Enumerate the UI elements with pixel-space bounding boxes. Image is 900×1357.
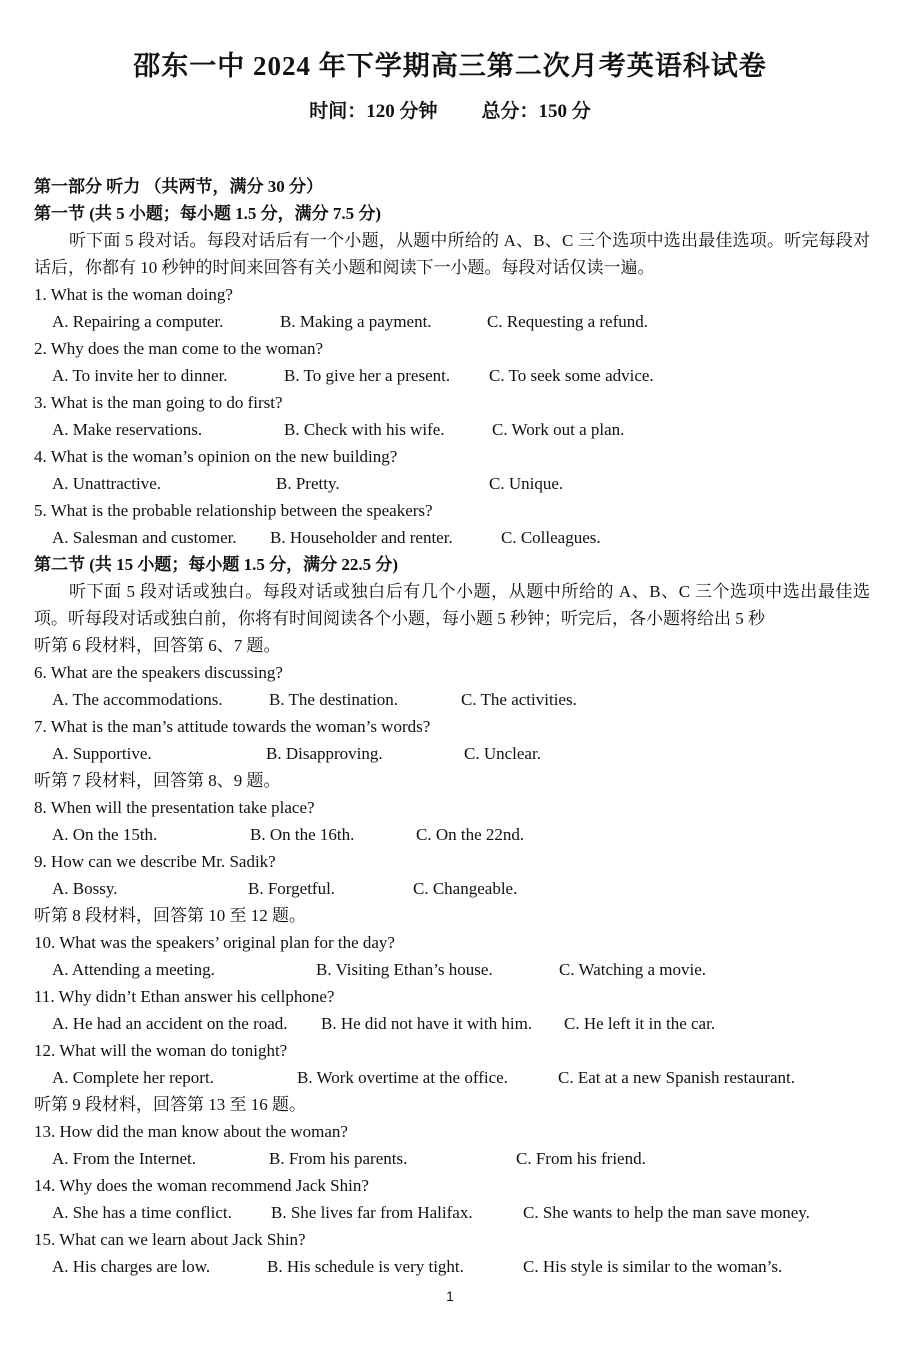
question-4: 4. What is the woman’s opinion on the new building? bbox=[34, 447, 398, 466]
option-c: C. On the 22nd. bbox=[416, 825, 525, 844]
question-10: 10. What was the speakers’ original plan for the day? bbox=[34, 933, 395, 952]
option-b: B. On the 16th. bbox=[250, 825, 355, 844]
options-9 bbox=[34, 875, 870, 902]
page-number: 1 bbox=[446, 1288, 454, 1304]
option-a: A. From the Internet. bbox=[52, 1149, 196, 1168]
options-8 bbox=[34, 821, 870, 848]
option-a: A. To invite her to dinner. bbox=[52, 366, 228, 385]
options-3 bbox=[34, 416, 870, 443]
exam-subtitle bbox=[0, 96, 900, 123]
option-c: C. Changeable. bbox=[413, 879, 518, 898]
question-13: 13. How did the man know about the woman? bbox=[34, 1122, 348, 1141]
option-b: B. Work overtime at the office. bbox=[297, 1068, 508, 1087]
option-c: C. Unique. bbox=[489, 474, 564, 493]
option-a: A. She has a time conflict. bbox=[52, 1203, 232, 1222]
section1-heading: 第一节 (共 5 小题；每小题 1.5 分，满分 7.5 分) bbox=[34, 204, 382, 223]
option-b: B. From his parents. bbox=[269, 1149, 408, 1168]
option-b: B. The destination. bbox=[269, 690, 399, 709]
options-2 bbox=[34, 362, 870, 389]
exam-content bbox=[34, 173, 870, 1280]
options-14 bbox=[34, 1199, 870, 1226]
material-note-7: 听第 7 段材料，回答第 8、9 题。 bbox=[34, 771, 281, 790]
total-score: 总分：150 分 bbox=[481, 101, 591, 122]
option-a: A. Make reservations. bbox=[52, 420, 203, 439]
option-a: A. Salesman and customer. bbox=[52, 528, 237, 547]
option-a: A. Attending a meeting. bbox=[52, 960, 215, 979]
option-b: B. Check with his wife. bbox=[284, 420, 445, 439]
option-a: A. Supportive. bbox=[52, 744, 152, 763]
question-6: 6. What are the speakers discussing? bbox=[34, 663, 283, 682]
time-limit: 时间：120 分钟 bbox=[309, 101, 438, 122]
option-a: A. On the 15th. bbox=[52, 825, 158, 844]
option-b: B. She lives far from Halifax. bbox=[271, 1203, 473, 1222]
option-b: B. Forgetful. bbox=[248, 879, 336, 898]
options-12 bbox=[34, 1064, 870, 1091]
question-1: 1. What is the woman doing? bbox=[34, 285, 233, 304]
option-a: A. His charges are low. bbox=[52, 1257, 211, 1276]
options-11 bbox=[34, 1010, 870, 1037]
option-c: C. His style is similar to the woman’s. bbox=[523, 1257, 783, 1276]
material-note-8: 听第 8 段材料，回答第 10 至 12 题。 bbox=[34, 906, 306, 925]
question-8: 8. When will the presentation take place? bbox=[34, 798, 315, 817]
part1-heading: 第一部分 听力 （共两节，满分 30 分） bbox=[34, 177, 323, 196]
option-a: A. He had an accident on the road. bbox=[52, 1014, 288, 1033]
option-c: C. Colleagues. bbox=[501, 528, 601, 547]
option-c: C. She wants to help the man save money. bbox=[523, 1203, 810, 1222]
option-a: A. Repairing a computer. bbox=[52, 312, 224, 331]
section1-instruction: 听下面 5 段对话。每段对话后有一个小题，从题中所给的 A、B、C 三个选项中选出最佳选项。听完每段对话后，你都有 10 秒钟的时间来回答有关小题和阅读下一小题。每段对话仅读一遍。 bbox=[34, 231, 870, 277]
options-7 bbox=[34, 740, 870, 767]
option-c: C. To seek some advice. bbox=[489, 366, 654, 385]
option-b: B. Pretty. bbox=[276, 474, 340, 493]
question-5: 5. What is the probable relationship between the speakers? bbox=[34, 501, 433, 520]
option-c: C. From his friend. bbox=[516, 1149, 646, 1168]
section2-instruction: 听下面 5 段对话或独白。每段对话或独白后有几个小题，从题中所给的 A、B、C 三个选项中选出最佳选项。听每段对话或独白前，你将有时间阅读各个小题，每小题 5 秒钟；听完后，各小题将给出 5 秒 bbox=[34, 582, 870, 628]
question-9: 9. How can we describe Mr. Sadik? bbox=[34, 852, 276, 871]
option-b: B. Making a payment. bbox=[280, 312, 432, 331]
question-11: 11. Why didn’t Ethan answer his cellphone? bbox=[34, 987, 335, 1006]
option-a: A. Bossy. bbox=[52, 879, 118, 898]
section2-heading: 第二节 (共 15 小题；每小题 1.5 分，满分 22.5 分) bbox=[34, 555, 399, 574]
options-5 bbox=[34, 524, 870, 551]
material-note-9: 听第 9 段材料，回答第 13 至 16 题。 bbox=[34, 1095, 306, 1114]
option-b: B. Visiting Ethan’s house. bbox=[316, 960, 493, 979]
question-3: 3. What is the man going to do first? bbox=[34, 393, 283, 412]
option-c: C. Requesting a refund. bbox=[487, 312, 648, 331]
options-10 bbox=[34, 956, 870, 983]
option-a: A. Unattractive. bbox=[52, 474, 162, 493]
question-14: 14. Why does the woman recommend Jack Shin? bbox=[34, 1176, 369, 1195]
options-4 bbox=[34, 470, 870, 497]
question-15: 15. What can we learn about Jack Shin? bbox=[34, 1230, 306, 1249]
options-15 bbox=[34, 1253, 870, 1280]
option-b: B. Disapproving. bbox=[266, 744, 383, 763]
option-c: C. Unclear. bbox=[464, 744, 541, 763]
options-1 bbox=[34, 308, 870, 335]
option-c: C. The activities. bbox=[461, 690, 577, 709]
option-c: C. Watching a movie. bbox=[559, 960, 707, 979]
option-b: B. Householder and renter. bbox=[270, 528, 453, 547]
option-b: B. His schedule is very tight. bbox=[267, 1257, 464, 1276]
options-13 bbox=[34, 1145, 870, 1172]
option-c: C. He left it in the car. bbox=[564, 1014, 716, 1033]
exam-title: 邵东一中 2024 年下学期高三第二次月考英语科试卷 bbox=[133, 51, 767, 81]
question-12: 12. What will the woman do tonight? bbox=[34, 1041, 288, 1060]
options-6 bbox=[34, 686, 870, 713]
question-7: 7. What is the man’s attitude towards the woman’s words? bbox=[34, 717, 431, 736]
option-c: C. Work out a plan. bbox=[492, 420, 625, 439]
material-note-6: 听第 6 段材料，回答第 6、7 题。 bbox=[34, 636, 281, 655]
option-b: B. To give her a present. bbox=[284, 366, 451, 385]
option-a: A. The accommodations. bbox=[52, 690, 223, 709]
option-c: C. Eat at a new Spanish restaurant. bbox=[558, 1068, 795, 1087]
option-b: B. He did not have it with him. bbox=[321, 1014, 533, 1033]
option-a: A. Complete her report. bbox=[52, 1068, 214, 1087]
question-2: 2. Why does the man come to the woman? bbox=[34, 339, 324, 358]
